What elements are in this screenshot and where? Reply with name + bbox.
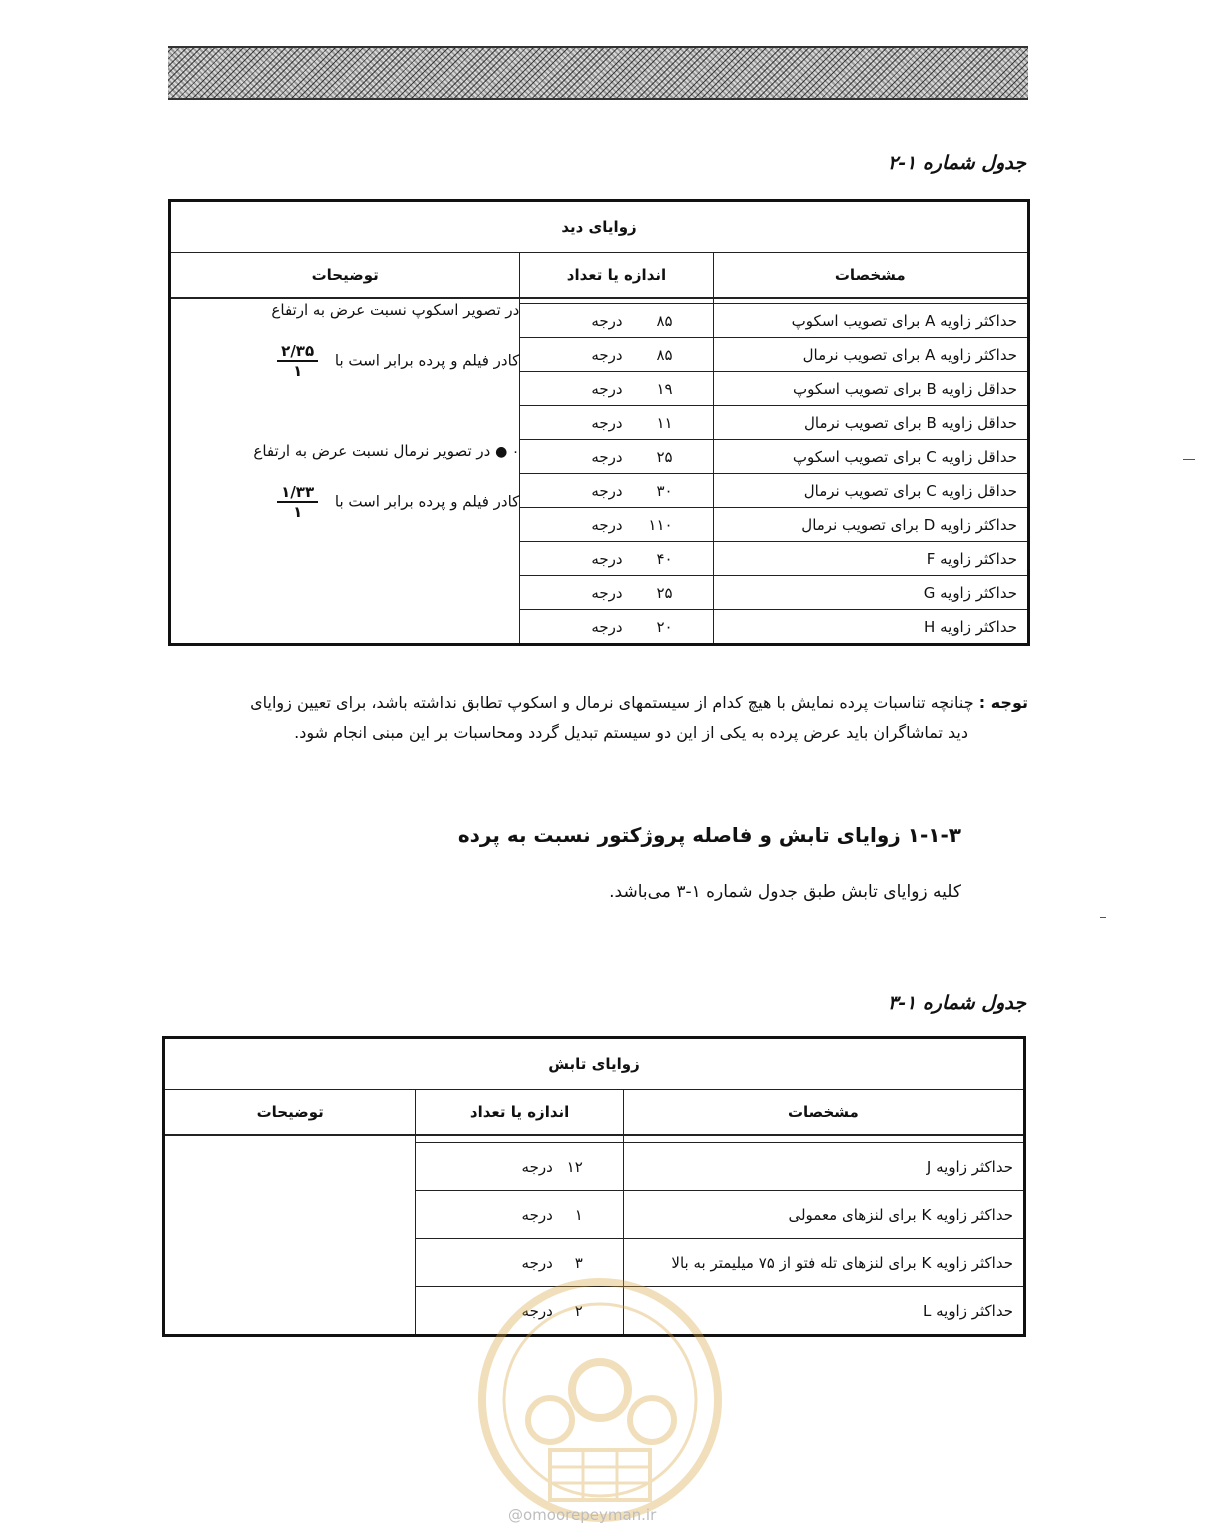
size-cell xyxy=(520,610,713,645)
normal-note xyxy=(171,440,519,463)
table1-header-spec: مشخصات xyxy=(713,253,1028,299)
scope-ratio-numerator: ۲/۳۵ xyxy=(277,342,318,362)
normal-note-ratio xyxy=(171,483,519,521)
spec-cell: حداکثر زاویه H xyxy=(713,610,1028,645)
table2-notes-cell xyxy=(164,1135,416,1336)
size-unit: درجه xyxy=(591,515,623,534)
size-unit: درجه xyxy=(591,345,623,364)
scope-ratio-denominator: ۱ xyxy=(293,361,303,380)
size-value: ۳۰ xyxy=(656,481,673,500)
spec-cell: حداکثر زاویه A برای تصویب نرمال xyxy=(713,338,1028,372)
size-cell xyxy=(416,1239,623,1287)
table2-header-size: اندازه یا تعداد xyxy=(416,1090,623,1136)
spec-cell: حداکثر زاویه A برای تصویب اسکوپ xyxy=(713,304,1028,338)
size-value: ۲ xyxy=(574,1301,583,1320)
size-unit: درجه xyxy=(591,311,623,330)
table2-caption: جدول شماره ۱-۳ xyxy=(887,992,1026,1014)
normal-ratio-numerator: ۱/۳۳ xyxy=(277,483,318,503)
spec-cell: حداکثر زاویه J xyxy=(623,1143,1024,1191)
size-unit: درجه xyxy=(591,583,623,602)
table1-title: زوایای دید xyxy=(170,201,1029,253)
size-value: ۱۹ xyxy=(656,379,673,398)
spec-cell: حداکثر زاویه F xyxy=(713,542,1028,576)
size-cell xyxy=(416,1191,623,1239)
size-value: ۲۵ xyxy=(656,583,673,602)
size-value: ۱ xyxy=(574,1205,583,1224)
scope-note-line2: کادر فیلم و پرده برابر است با xyxy=(334,351,520,369)
section-heading: ۱-۱-۳ زوایای تابش و فاصله پروژکتور نسبت به پرده xyxy=(457,823,961,847)
notice-line2: دید تماشاگران باید عرض پرده به یکی از این دو سیستم تبدیل گردد ومحاسبات بر این مبنی انجام شود. xyxy=(294,723,968,742)
spec-cell: حداکثر زاویه K برای لنزهای تله فتو از ۷۵ میلیمتر به بالا xyxy=(623,1239,1024,1287)
spec-cell: حداقل زاویه C برای تصویب اسکوپ xyxy=(713,440,1028,474)
spec-cell: حداکثر زاویه K برای لنزهای معمولی xyxy=(623,1191,1024,1239)
size-cell xyxy=(520,508,713,542)
scope-note-line1: در تصویر اسکوپ نسبت عرض به ارتفاع xyxy=(271,301,520,319)
size-value: ۱۱ xyxy=(656,413,673,432)
table1-notes-cell xyxy=(170,298,520,645)
table2-title: زوایای تابش xyxy=(164,1038,1025,1090)
normal-ratio-denominator: ۱ xyxy=(293,502,303,521)
size-unit: درجه xyxy=(591,549,623,568)
size-unit: درجه xyxy=(591,481,623,500)
size-value: ۸۵ xyxy=(656,311,673,330)
table1-caption: جدول شماره ۱-۲ xyxy=(887,152,1026,174)
margin-mark xyxy=(1183,459,1195,460)
size-cell xyxy=(520,338,713,372)
table1-header-notes: توضیحات xyxy=(170,253,520,299)
bullet-icon: ۰ ● xyxy=(495,443,520,460)
size-cell xyxy=(520,372,713,406)
page-header-band xyxy=(168,46,1028,100)
size-cell xyxy=(520,474,713,508)
size-cell xyxy=(520,542,713,576)
size-cell xyxy=(520,406,713,440)
scope-note xyxy=(171,342,519,380)
margin-mark xyxy=(1100,917,1106,918)
projection-angles-table xyxy=(162,1036,1026,1337)
size-value: ۱۲ xyxy=(566,1157,583,1176)
size-unit: درجه xyxy=(591,617,623,636)
size-unit: درجه xyxy=(591,447,623,466)
spec-cell: حداکثر زاویه G xyxy=(713,576,1028,610)
size-value: ۲۰ xyxy=(656,617,673,636)
normal-note-line1: در تصویر نرمال نسبت عرض به ارتفاع xyxy=(253,441,491,460)
notice-paragraph xyxy=(168,688,1028,748)
size-cell xyxy=(416,1143,623,1191)
notice-line1-wrap xyxy=(168,688,1028,718)
normal-note-line2: کادر فیلم و پرده برابر است با xyxy=(334,492,520,510)
notice-label: توجه : xyxy=(978,693,1028,712)
size-unit: درجه xyxy=(521,1205,553,1224)
size-unit: درجه xyxy=(521,1253,553,1272)
size-value: ۱۱۰ xyxy=(648,515,673,534)
table2-header-notes: توضیحات xyxy=(164,1090,416,1136)
size-value: ۳ xyxy=(574,1253,583,1272)
viewing-angles-table xyxy=(168,199,1030,646)
spec-cell: حداقل زاویه B برای تصویب نرمال xyxy=(713,406,1028,440)
table2-header-spec: مشخصات xyxy=(623,1090,1024,1136)
watermark-url: @omoorepeyman.ir xyxy=(508,1506,657,1524)
size-value: ۴۰ xyxy=(656,549,673,568)
spec-cell: حداقل زاویه B برای تصویب اسکوپ xyxy=(713,372,1028,406)
size-cell xyxy=(520,576,713,610)
size-cell xyxy=(416,1287,623,1336)
spec-cell: حداکثر زاویه L xyxy=(623,1287,1024,1336)
size-value: ۸۵ xyxy=(656,345,673,364)
size-unit: درجه xyxy=(591,379,623,398)
size-cell xyxy=(520,304,713,338)
size-unit: درجه xyxy=(591,413,623,432)
size-unit: درجه xyxy=(521,1301,553,1320)
section-text: کلیه زوایای تابش طبق جدول شماره ۱-۳ می‌باشد. xyxy=(609,882,961,902)
notice-line1: چنانچه تناسبات پرده نمایش با هیچ کدام از سیستمهای نرمال و اسکوپ تطابق نداشته باشد، برای تعیین زوایای xyxy=(250,693,974,712)
size-unit: درجه xyxy=(521,1157,553,1176)
spec-cell: حداقل زاویه C برای تصویب نرمال xyxy=(713,474,1028,508)
normal-ratio xyxy=(277,483,318,521)
table1-header-size: اندازه یا تعداد xyxy=(520,253,713,299)
size-value: ۲۵ xyxy=(656,447,673,466)
spec-cell: حداکثر زاویه D برای تصویب نرمال xyxy=(713,508,1028,542)
size-cell xyxy=(520,440,713,474)
scope-ratio xyxy=(277,342,318,380)
